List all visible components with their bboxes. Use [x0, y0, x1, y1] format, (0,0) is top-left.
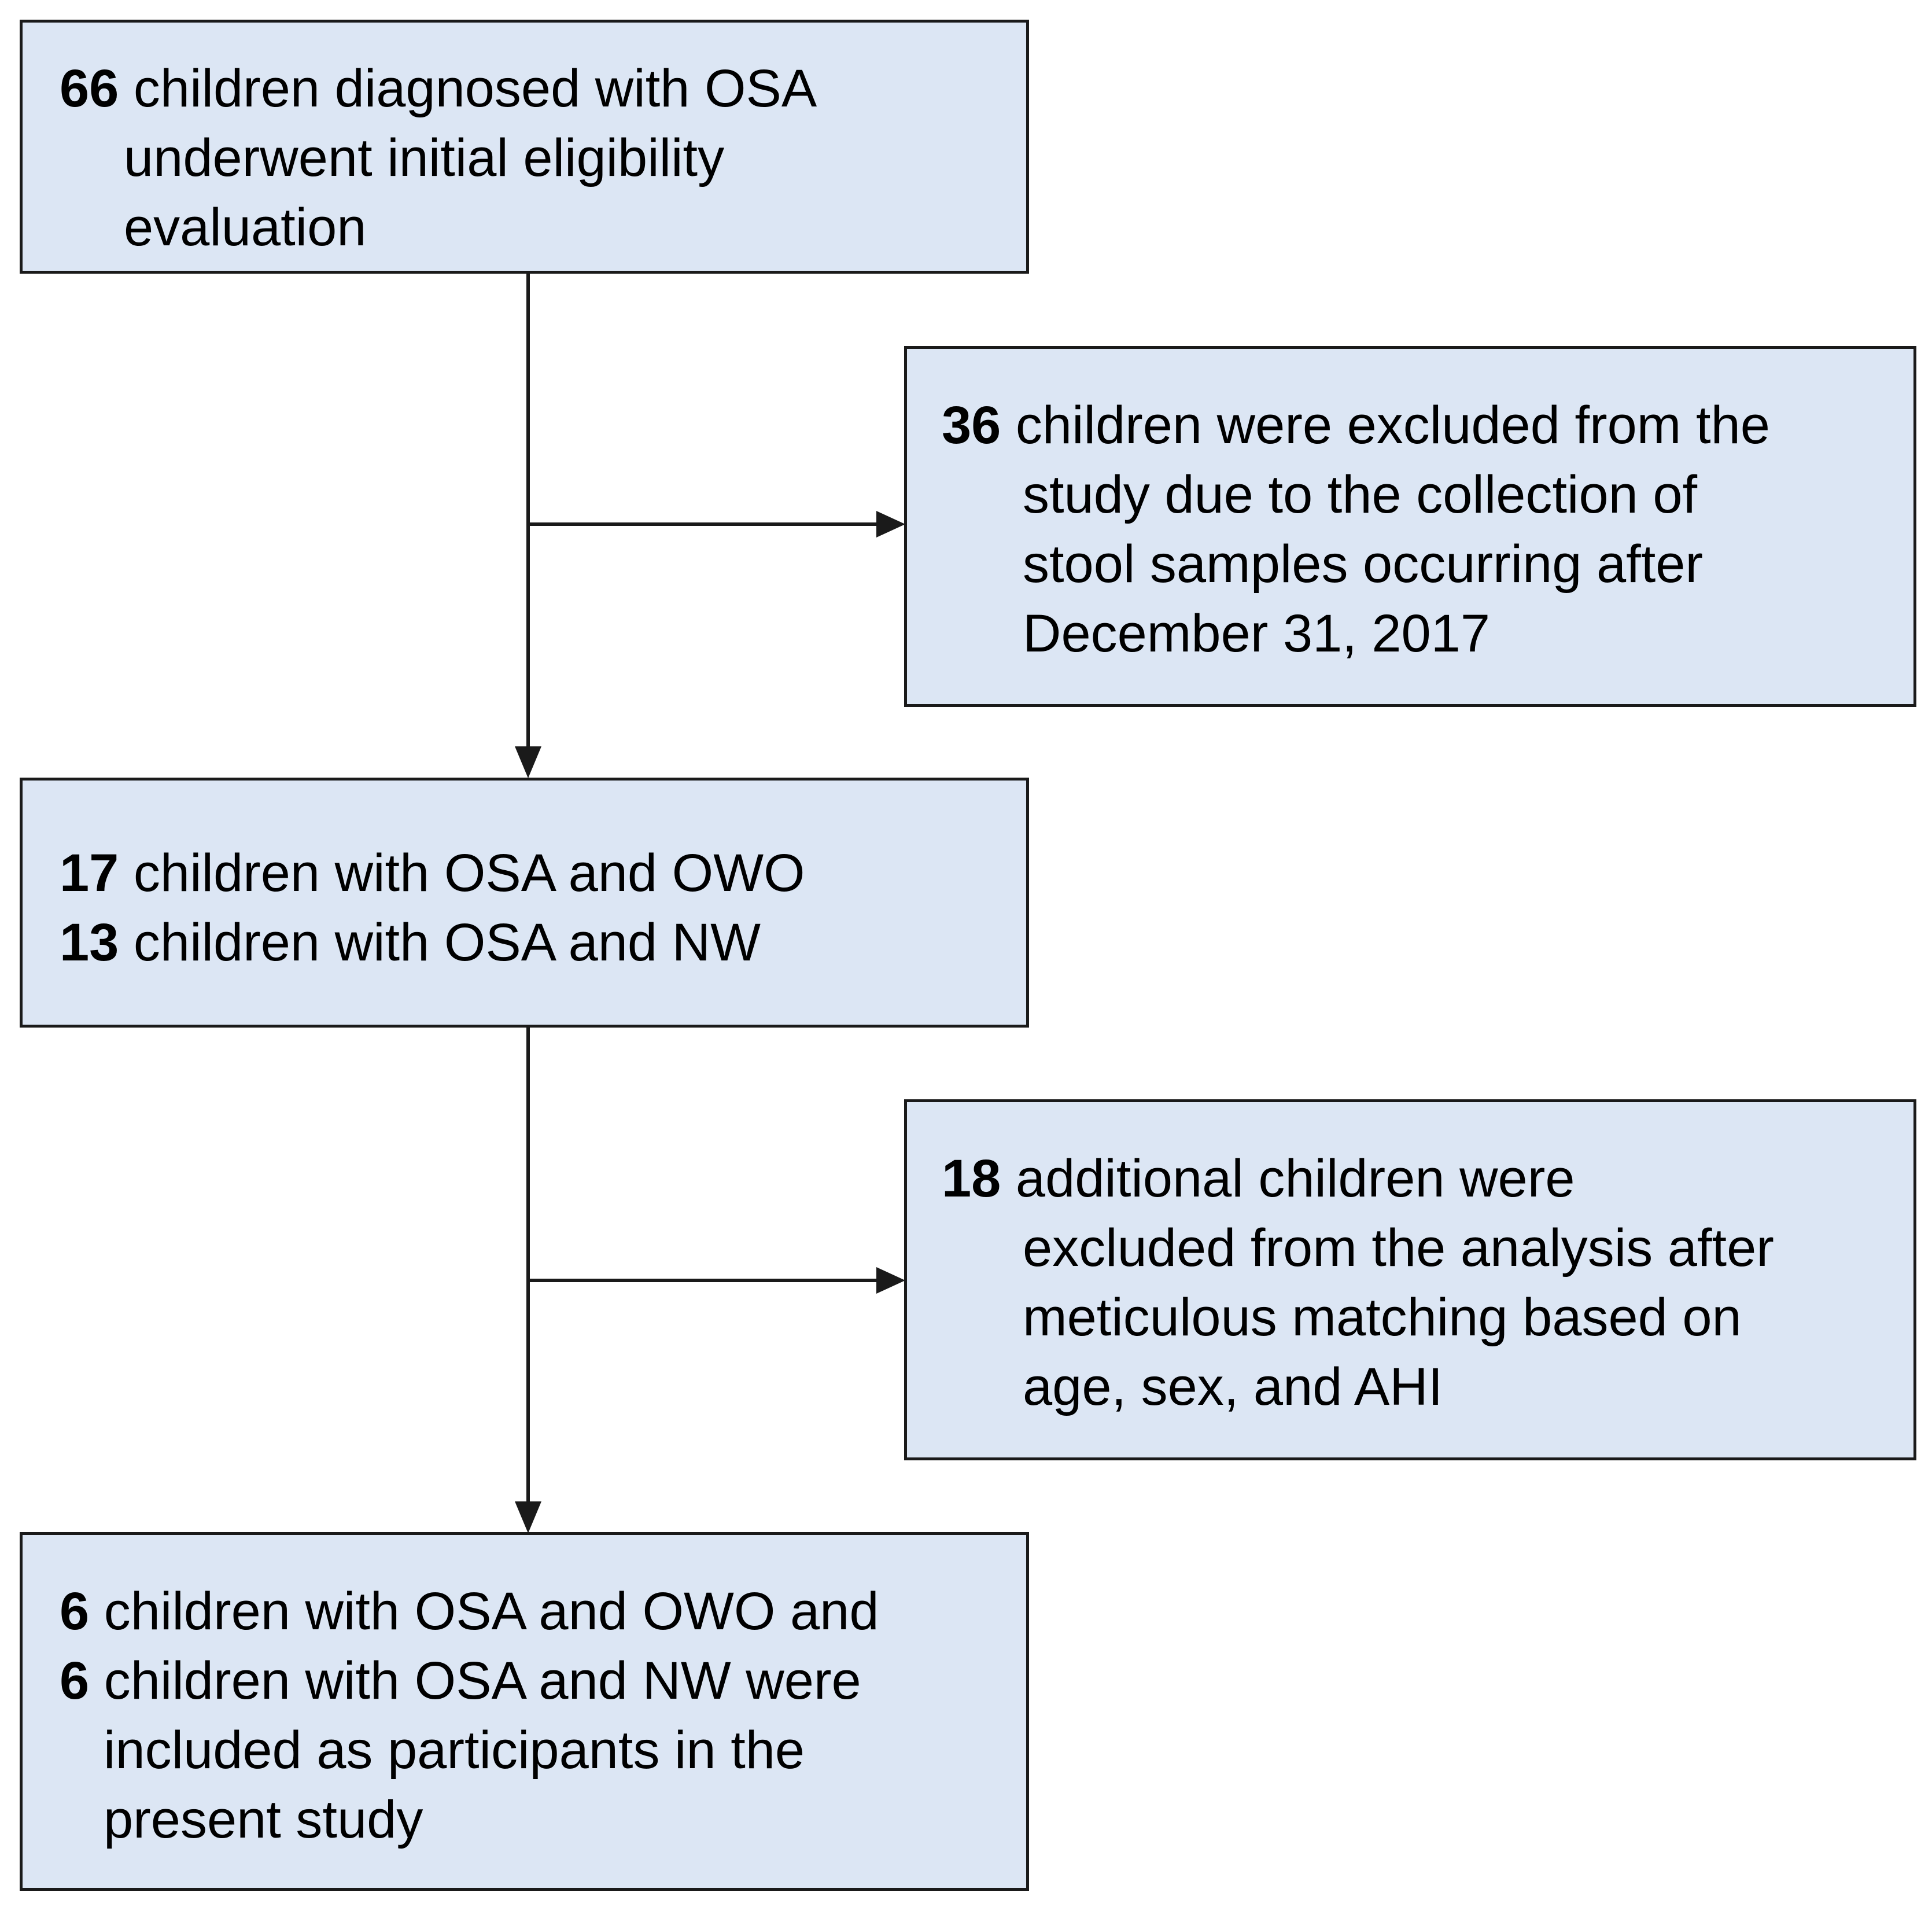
- exclusion-box-1: [904, 346, 1916, 707]
- initial-text-3: evaluation: [124, 198, 367, 257]
- exclusion2-text-3: meticulous matching based on: [1023, 1288, 1742, 1347]
- exclusion2-line-1: [942, 1144, 1575, 1213]
- exclusion-box-2: [904, 1099, 1916, 1460]
- exclusion2-text-4: age, sex, and AHI: [1023, 1357, 1443, 1416]
- final-line-4: [104, 1785, 423, 1854]
- initial-count: 66: [60, 59, 119, 118]
- final-owo-count: 6: [60, 1582, 90, 1641]
- study-groups-box: [20, 778, 1029, 1028]
- final-line-1: [60, 1577, 879, 1646]
- exclusion1-text-2: study due to the collection of: [1023, 465, 1698, 524]
- arrowhead-right-2: [876, 1267, 905, 1294]
- initial-line-1: [60, 54, 817, 123]
- exclusion1-line-1: [942, 391, 1770, 460]
- final-text-4: present study: [104, 1790, 423, 1849]
- final-line-2: [60, 1646, 861, 1715]
- arrowhead-down-1: [515, 746, 541, 778]
- groups-line-owo: [60, 838, 805, 908]
- groups-nw-count: 13: [60, 913, 119, 972]
- initial-text-2: underwent initial eligibility: [124, 128, 725, 187]
- initial-line-3: [124, 193, 366, 262]
- groups-nw-text: children with OSA and NW: [133, 913, 761, 972]
- exclusion1-text-3: stool samples occurring after: [1023, 535, 1704, 594]
- groups-owo-text: children with OSA and OWO: [133, 844, 805, 903]
- initial-eligibility-box: [20, 20, 1029, 274]
- initial-text-1: children diagnosed with OSA: [133, 59, 817, 118]
- exclusion2-text-1: additional children were: [1015, 1149, 1575, 1208]
- final-participants-box: [20, 1532, 1029, 1891]
- exclusion1-line-3: [1023, 529, 1703, 599]
- exclusion2-count: 18: [942, 1149, 1001, 1208]
- groups-owo-count: 17: [60, 844, 119, 903]
- final-text-2: children with OSA and NW were: [104, 1651, 861, 1710]
- exclusion2-line-2: [1023, 1213, 1774, 1283]
- arrowhead-right-1: [876, 511, 905, 538]
- initial-line-2: [124, 123, 724, 193]
- exclusion1-line-2: [1023, 460, 1697, 529]
- final-text-1: children with OSA and OWO and: [104, 1582, 879, 1641]
- exclusion2-line-3: [1023, 1283, 1742, 1352]
- final-text-3: included as participants in the: [104, 1721, 805, 1780]
- arrowhead-down-2: [515, 1501, 541, 1533]
- exclusion1-text-4: December 31, 2017: [1023, 604, 1491, 663]
- final-nw-count: 6: [60, 1651, 90, 1710]
- exclusion2-line-4: [1023, 1352, 1443, 1422]
- exclusion1-line-4: [1023, 599, 1490, 668]
- exclusion1-count: 36: [942, 396, 1001, 455]
- groups-line-nw: [60, 908, 761, 977]
- final-line-3: [104, 1715, 805, 1785]
- exclusion2-text-2: excluded from the analysis after: [1023, 1218, 1774, 1278]
- exclusion1-text-1: children were excluded from the: [1015, 396, 1770, 455]
